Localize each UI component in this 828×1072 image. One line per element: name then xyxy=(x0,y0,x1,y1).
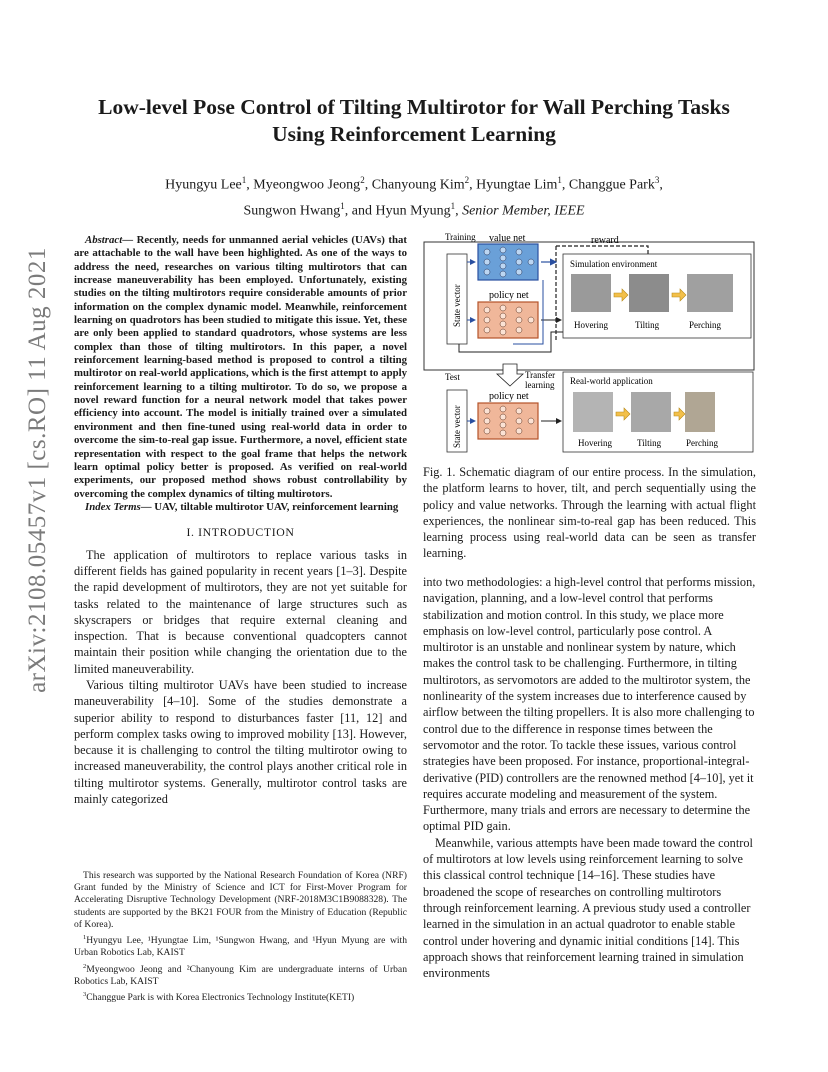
real-hover-image xyxy=(573,392,613,432)
sim-tilt-image xyxy=(629,274,669,312)
left-column xyxy=(74,234,407,807)
arxiv-sidebar xyxy=(18,247,58,693)
author-list xyxy=(60,170,768,221)
real-perching-label: Perching xyxy=(686,438,718,448)
arxiv-identifier: arXiv:2108.05457v1 [cs.RO] 11 Aug 2021 xyxy=(24,247,51,693)
policy-net-label: policy net xyxy=(489,290,529,301)
intro-paragraph-2: Various tilting multirotor UAVs have been studied to increase maneuverability [4–10]. Some of the studies demonstrate a superior ability to respond to disturbances faster [11, 12] and perform complex tasks owing to improved mobility [13]. However, because it is challenging to control the tilting multirotor owing to increased maneuverability, the control plays another critical role in tilting multirotor systems. Generally, multirotor control tasks are mainly categorized xyxy=(74,678,407,807)
sim-perching-label: Perching xyxy=(689,320,721,330)
footnotes xyxy=(74,870,407,1006)
affiliation-footnote-3: $^3$Changgue Park is with Korea Electronics Technology Institute(KETI) xyxy=(83,991,355,1004)
transfer-arrow xyxy=(497,364,523,386)
real-perch-image xyxy=(685,392,715,432)
author-line-1: Hyungyu Lee$^1$, Myeongwoo Jeong$^2$, Chanyoung Kim$^2$, Hyungtae Lim$^1$, Changgue Park$^3$, xyxy=(165,175,663,193)
affiliation-footnote-2: $^2$Myeongwoo Jeong and ²Chanyoung Kim are undergraduate interns of Urban Robotics Lab, KAIST xyxy=(74,962,407,987)
sim-env-label: Simulation environment xyxy=(570,259,658,269)
funding-footnote: This research was supported by the National Research Foundation of Korea (NRF) Grant funded by the Ministry of Science and ICT for First-Mover Program for Accelerating Disruptive Technology Development (NRF-2018M3C1B9088328). The students are supported by the BK21 FOUR from the Ministry of Education (Republic of Korea). xyxy=(74,870,407,930)
title-line-2: Using Reinforcement Learning xyxy=(272,122,556,146)
figure-1-caption: Fig. 1. Schematic diagram of our entire process. In the simulation, the platform learns to hover, tilt, and perch sequentially using the policy and value networks. Through the learning with actual flight experiences, the nonlinear sim-to-real gap has been reduced. This learning process using real-world data can be seen as transfer learning. xyxy=(423,465,756,561)
section-heading-introduction: I. INTRODUCTION xyxy=(186,525,295,540)
right-paragraph-2: Meanwhile, various attempts have been made toward the control of multirotors at low levels using reinforcement learning to solve this classical control technique [14–16]. These studies have broadened the scope of researches on controlling multirotors through reinforcement learning. A previous study used a controller learned in the simulation in an actual quadrotor to enable stable control under hovering and dynamic initial conditions [14]. This approach shows that reinforcement learning trained in simulation environments xyxy=(423,835,753,981)
sim-hover-image xyxy=(571,274,611,312)
author-name: Changgue Park xyxy=(568,177,655,193)
right-column xyxy=(423,574,756,981)
author-name: Hyun Myung xyxy=(375,203,451,219)
sim-perch-image xyxy=(687,274,733,312)
state-vector-2-label: State vector xyxy=(452,405,462,448)
sim-tilting-label: Tilting xyxy=(635,320,660,330)
transfer-label: Transfer xyxy=(525,370,556,380)
author-membership: Senior Member, IEEE xyxy=(462,203,585,219)
author-line-2: Sungwon Hwang$^1$, and Hyun Myung$^1$, Senior Member, IEEE xyxy=(243,200,585,219)
value-net-label: value net xyxy=(489,233,526,244)
state-vector-label: State vector xyxy=(452,284,462,327)
figure-1-diagram xyxy=(423,232,756,456)
right-paragraph-1: into two methodologies: a high-level control that performs mission, navigation, planning, and a low-level control that performs stabilization and motion control. In this study, we place more emphasis on low-level control, particularly pose control. A multirotor is an unstable and nonlinear system by nature, which makes the control task to be challenging. Furthermore, in tilting multirotors, as servomotors are added to the multirotor system, the nonlinearity of the system increases due to interference caused by airflow between the tilting propellers. It is also more challenging to control due to the difference in response times between the servomotor and the rotor. To tackle these issues, various control strategies have been proposed. For instance, proportional-integral-derivative (PID) controllers are the renowned method [4–10], yet it requires accurate modeling and measurement of the system. Furthermore, many trials and errors are necessary to determine the optimal PID gain. xyxy=(423,575,756,834)
author-name: Chanyoung Kim xyxy=(371,177,465,193)
index-terms: Index Terms— UAV, tiltable multirotor UAV, reinforcement learning xyxy=(85,500,399,513)
abstract: Abstract— Recently, needs for unmanned aerial vehicles (UAVs) that are attachable to the wall have been highlighted. As one of the ways to address the need, researches on various tilting multirotors that can increase maneuverability has been employed. Unfortunately, existing studies on the tilting multirotors require considerable amounts of prior information on the complex dynamic model. Meanwhile, reinforcement learning on quadrotors has been studied to mitigate this issue. Yet, these are only been applied to standard quadrotors, whose systems are less complex than those of tilting multirotors. In this paper, a novel reinforcement learning-based method is proposed to control a tilting multirotor on real-world applications, which is the first attempt to apply reinforcement learning to a tilting multirotor. To do so, we propose a novel reward function for a neural network model that takes power efficiency into account. The model is initially trained over a simulated environment and then fine-tuned using real-world data in order to overcome the sim-to-real gap issue. Furthermore, a novel, efficient state representation with respect to the goal frame that helps the network learn optimal policy better is proposed. As verified on real-world experiments, our proposed method shows robust controllability by overcoming the complex dynamics of tilting multirotors. xyxy=(74,234,407,500)
paper-title xyxy=(60,94,768,148)
policy-net-2-label: policy net xyxy=(489,391,529,402)
real-world-label: Real-world application xyxy=(570,376,653,386)
learning-label: learning xyxy=(525,380,555,390)
test-label: Test xyxy=(445,372,460,382)
title-line-1: Low-level Pose Control of Tilting Multirotor for Wall Perching Tasks xyxy=(98,95,730,119)
author-name: Myeongwoo Jeong xyxy=(253,177,361,193)
author-name: Hyungyu Lee xyxy=(165,177,242,193)
author-name: Sungwon Hwang xyxy=(243,203,341,219)
real-tilting-label: Tilting xyxy=(637,438,662,448)
real-tilt-image xyxy=(631,392,671,432)
sim-hovering-label: Hovering xyxy=(574,320,608,330)
real-hovering-label: Hovering xyxy=(578,438,612,448)
schematic-diagram xyxy=(423,232,756,456)
reward-label: reward xyxy=(591,235,619,246)
training-label: Training xyxy=(445,232,476,242)
affiliation-footnote-1: $^1$Hyungyu Lee, ¹Hyungtae Lim, ¹Sungwon Hwang, and ¹Hyun Myung are with Urban Robotics Lab, KAIST xyxy=(74,934,407,959)
intro-paragraph-1: The application of multirotors to replace various tasks in different fields has gained popularity in recent years [1–3]. Despite the rapid development of multirotors, they are not yet suitable for tasks related to the maintenance of large structures such as skyscrapers or bridges that require external cleaning and inspection. That is because conventional quadcopters cannot maintain their position while changing the orientation due to the limited maneuverability. xyxy=(74,547,407,676)
author-name: Hyungtae Lim xyxy=(476,177,558,193)
